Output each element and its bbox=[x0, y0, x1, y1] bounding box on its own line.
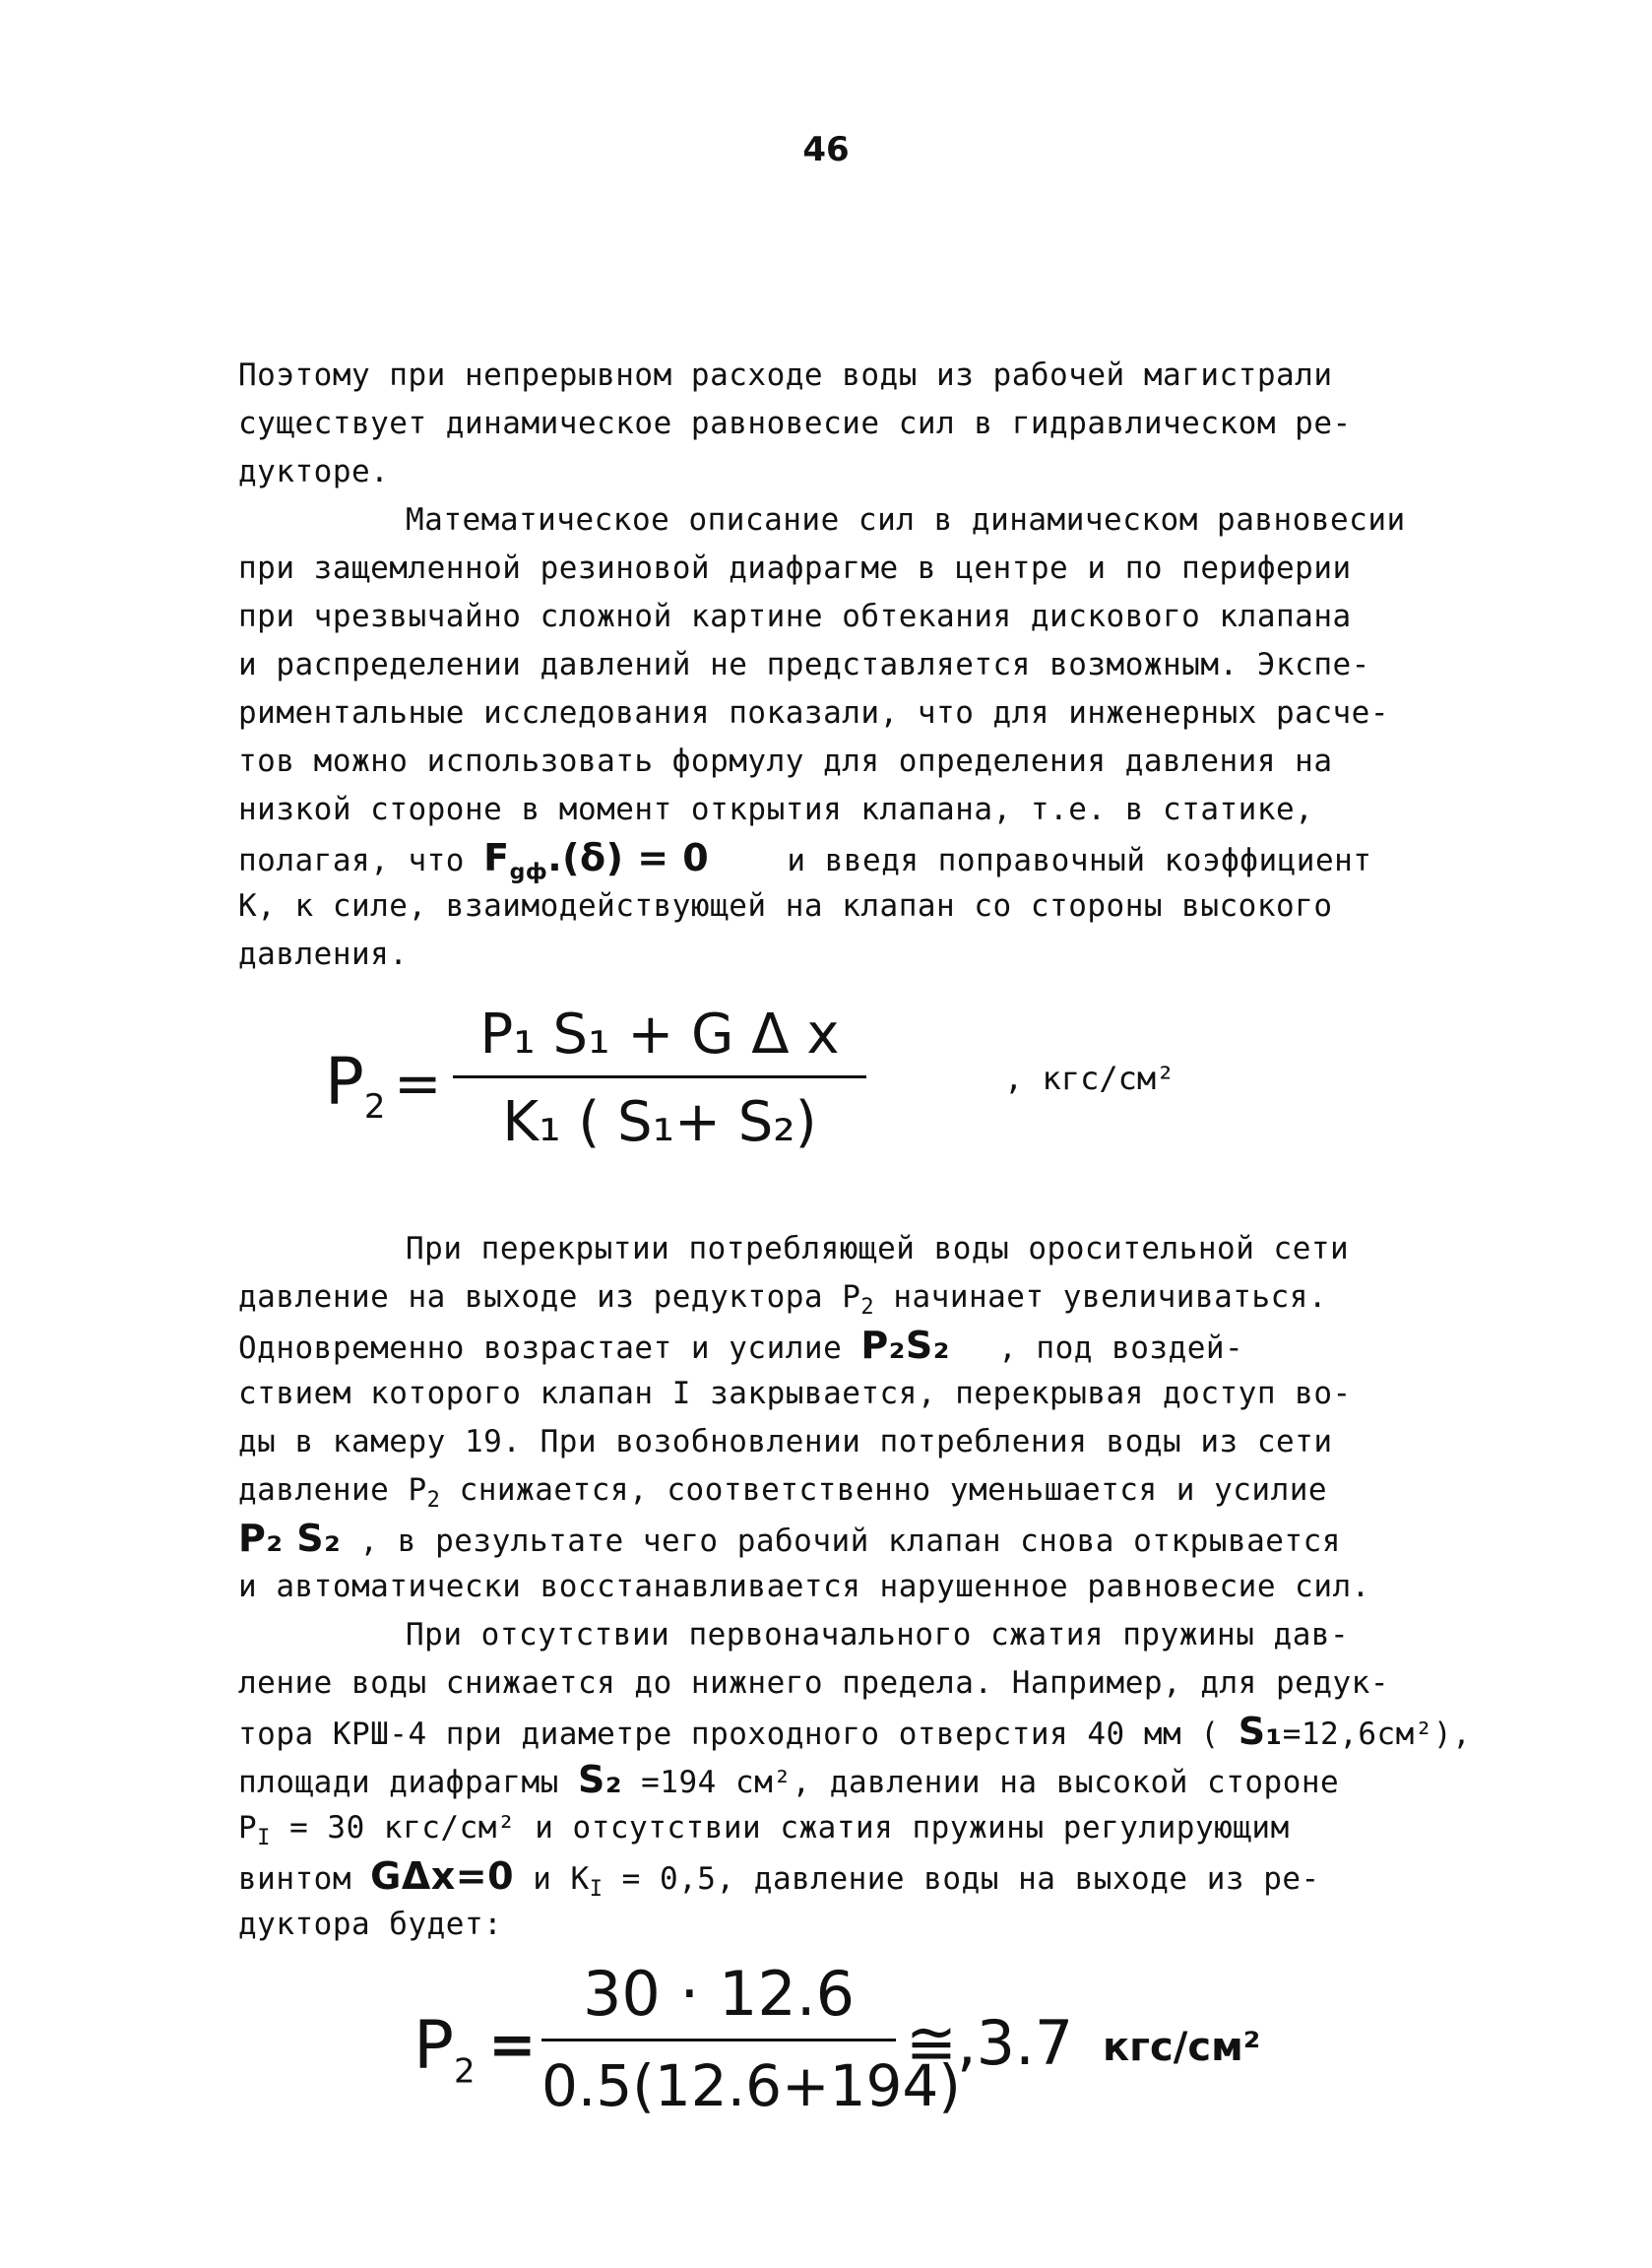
formula-fraction bbox=[541, 1950, 961, 2130]
text-line: P₂ S₂ , в результате чего рабочий клапан снова открывается bbox=[238, 1517, 1341, 1560]
inline-formula-area: S₁ bbox=[1238, 1710, 1283, 1753]
formula-fraction bbox=[453, 995, 866, 1167]
text-line: Поэтому при непрерывном расходе воды из рабочей магистрали bbox=[238, 357, 1333, 393]
text-line: Одновременно возрастает и усилие P₂S₂ , под воздей- bbox=[238, 1324, 1244, 1367]
formula-p2-calculation bbox=[413, 1950, 1398, 2147]
formula-numerator: 30 · 12.6 bbox=[582, 1958, 856, 2030]
text-line: при защемленной резиновой диафрагме в центре и по периферии bbox=[238, 551, 1352, 586]
text-line: риментальные исследования показали, что для инженерных расче- bbox=[238, 695, 1389, 731]
formula-unit: , кгс/см² bbox=[1004, 1060, 1175, 1097]
formula-unit: кгс/см² bbox=[1103, 2025, 1261, 2070]
text-fragment: и введя поправочный коэффициент bbox=[787, 843, 1372, 878]
formula-lhs: $P_2$ bbox=[325, 1044, 386, 1128]
page-number: 46 bbox=[802, 130, 850, 169]
text-line: и автоматически восстанавливается нарушенное равновесие сил. bbox=[238, 1569, 1370, 1604]
formula-denominator: K₁ ( S₁+ S₂) bbox=[502, 1090, 817, 1154]
text-line: давление $Р_2$ снижается, соответственно уменьшается и усилие bbox=[238, 1472, 1328, 1514]
text-line: Математическое описание сил в динамическом равновесии bbox=[406, 502, 1406, 538]
text-fragment: полагая, что bbox=[238, 843, 465, 878]
paragraph-3 bbox=[238, 1225, 1459, 1611]
text-line: $Р_I = 30$ кгс/см² и отсутствии сжатия пружины регулирующим bbox=[238, 1810, 1290, 1851]
text-line: и распределении давлений не представляется возможным. Экспе- bbox=[238, 647, 1370, 682]
formula-result: ≅,3.7 bbox=[906, 2007, 1074, 2079]
paragraph-1 bbox=[238, 352, 1459, 496]
text-line: При отсутствии первоначального сжатия пружины дав- bbox=[406, 1617, 1350, 1652]
text-line bbox=[238, 834, 1459, 885]
text-line: при чрезвычайно сложной картине обтекания дискового клапана bbox=[238, 599, 1352, 634]
paragraph-2 bbox=[238, 496, 1459, 979]
text-line: При перекрытии потребляющей воды оросительной сети bbox=[406, 1231, 1350, 1266]
text-line: дукторе. bbox=[238, 454, 390, 489]
inline-formula-area: S₂ bbox=[577, 1758, 622, 1801]
formula-denominator: 0.5(12.6+194) bbox=[541, 2052, 961, 2119]
text-line: тов можно использовать формулу для определения давления на bbox=[238, 744, 1333, 779]
text-line: площади диафрагмы S₂ =194 см², давлении на высокой стороне bbox=[238, 1758, 1340, 1801]
formula-equals: = bbox=[394, 1050, 442, 1117]
formula-equals: = bbox=[488, 2011, 537, 2078]
text-line: существует динамическое равновесие сил в гидравлическом ре- bbox=[238, 406, 1352, 441]
text-line: давление на выходе из редуктора $Р_2$ начинает увеличиваться. bbox=[238, 1279, 1328, 1321]
text-line: винтом GΔx=0 и $К_I = 0,5$, давление воды на выходе из ре- bbox=[238, 1854, 1320, 1903]
formula-p2-general bbox=[325, 995, 1309, 1182]
text-line: ствием которого клапан I закрывается, перекрывая доступ во- bbox=[238, 1376, 1352, 1411]
text-line: давления. bbox=[238, 937, 409, 972]
text-line: низкой стороне в момент открытия клапана, т.е. в статике, bbox=[238, 792, 1314, 827]
formula-numerator: P₁ S₁ + G Δ x bbox=[479, 1003, 840, 1067]
text-line: тора КРШ-4 при диаметре проходного отверстия 40 мм ( S₁=12,6см²), bbox=[238, 1710, 1472, 1753]
inline-formula-force: P₂S₂ bbox=[860, 1324, 950, 1367]
paragraph-4 bbox=[238, 1611, 1472, 1949]
text-line: ды в камеру 19. При возобновлении потребления воды из сети bbox=[238, 1424, 1333, 1459]
formula-lhs: $P_2$ bbox=[413, 2007, 476, 2092]
text-line: дуктора будет: bbox=[238, 1907, 503, 1942]
inline-formula-force: P₂ S₂ bbox=[238, 1517, 342, 1560]
text-line: ление воды снижается до нижнего предела. Например, для редук- bbox=[238, 1665, 1389, 1701]
text-line: К, к силе, взаимодействующей на клапан со стороны высокого bbox=[238, 888, 1333, 924]
inline-formula-force: $F_{gф}.(\delta) = 0$ bbox=[483, 836, 710, 885]
inline-formula-spring: GΔx=0 bbox=[370, 1854, 515, 1898]
